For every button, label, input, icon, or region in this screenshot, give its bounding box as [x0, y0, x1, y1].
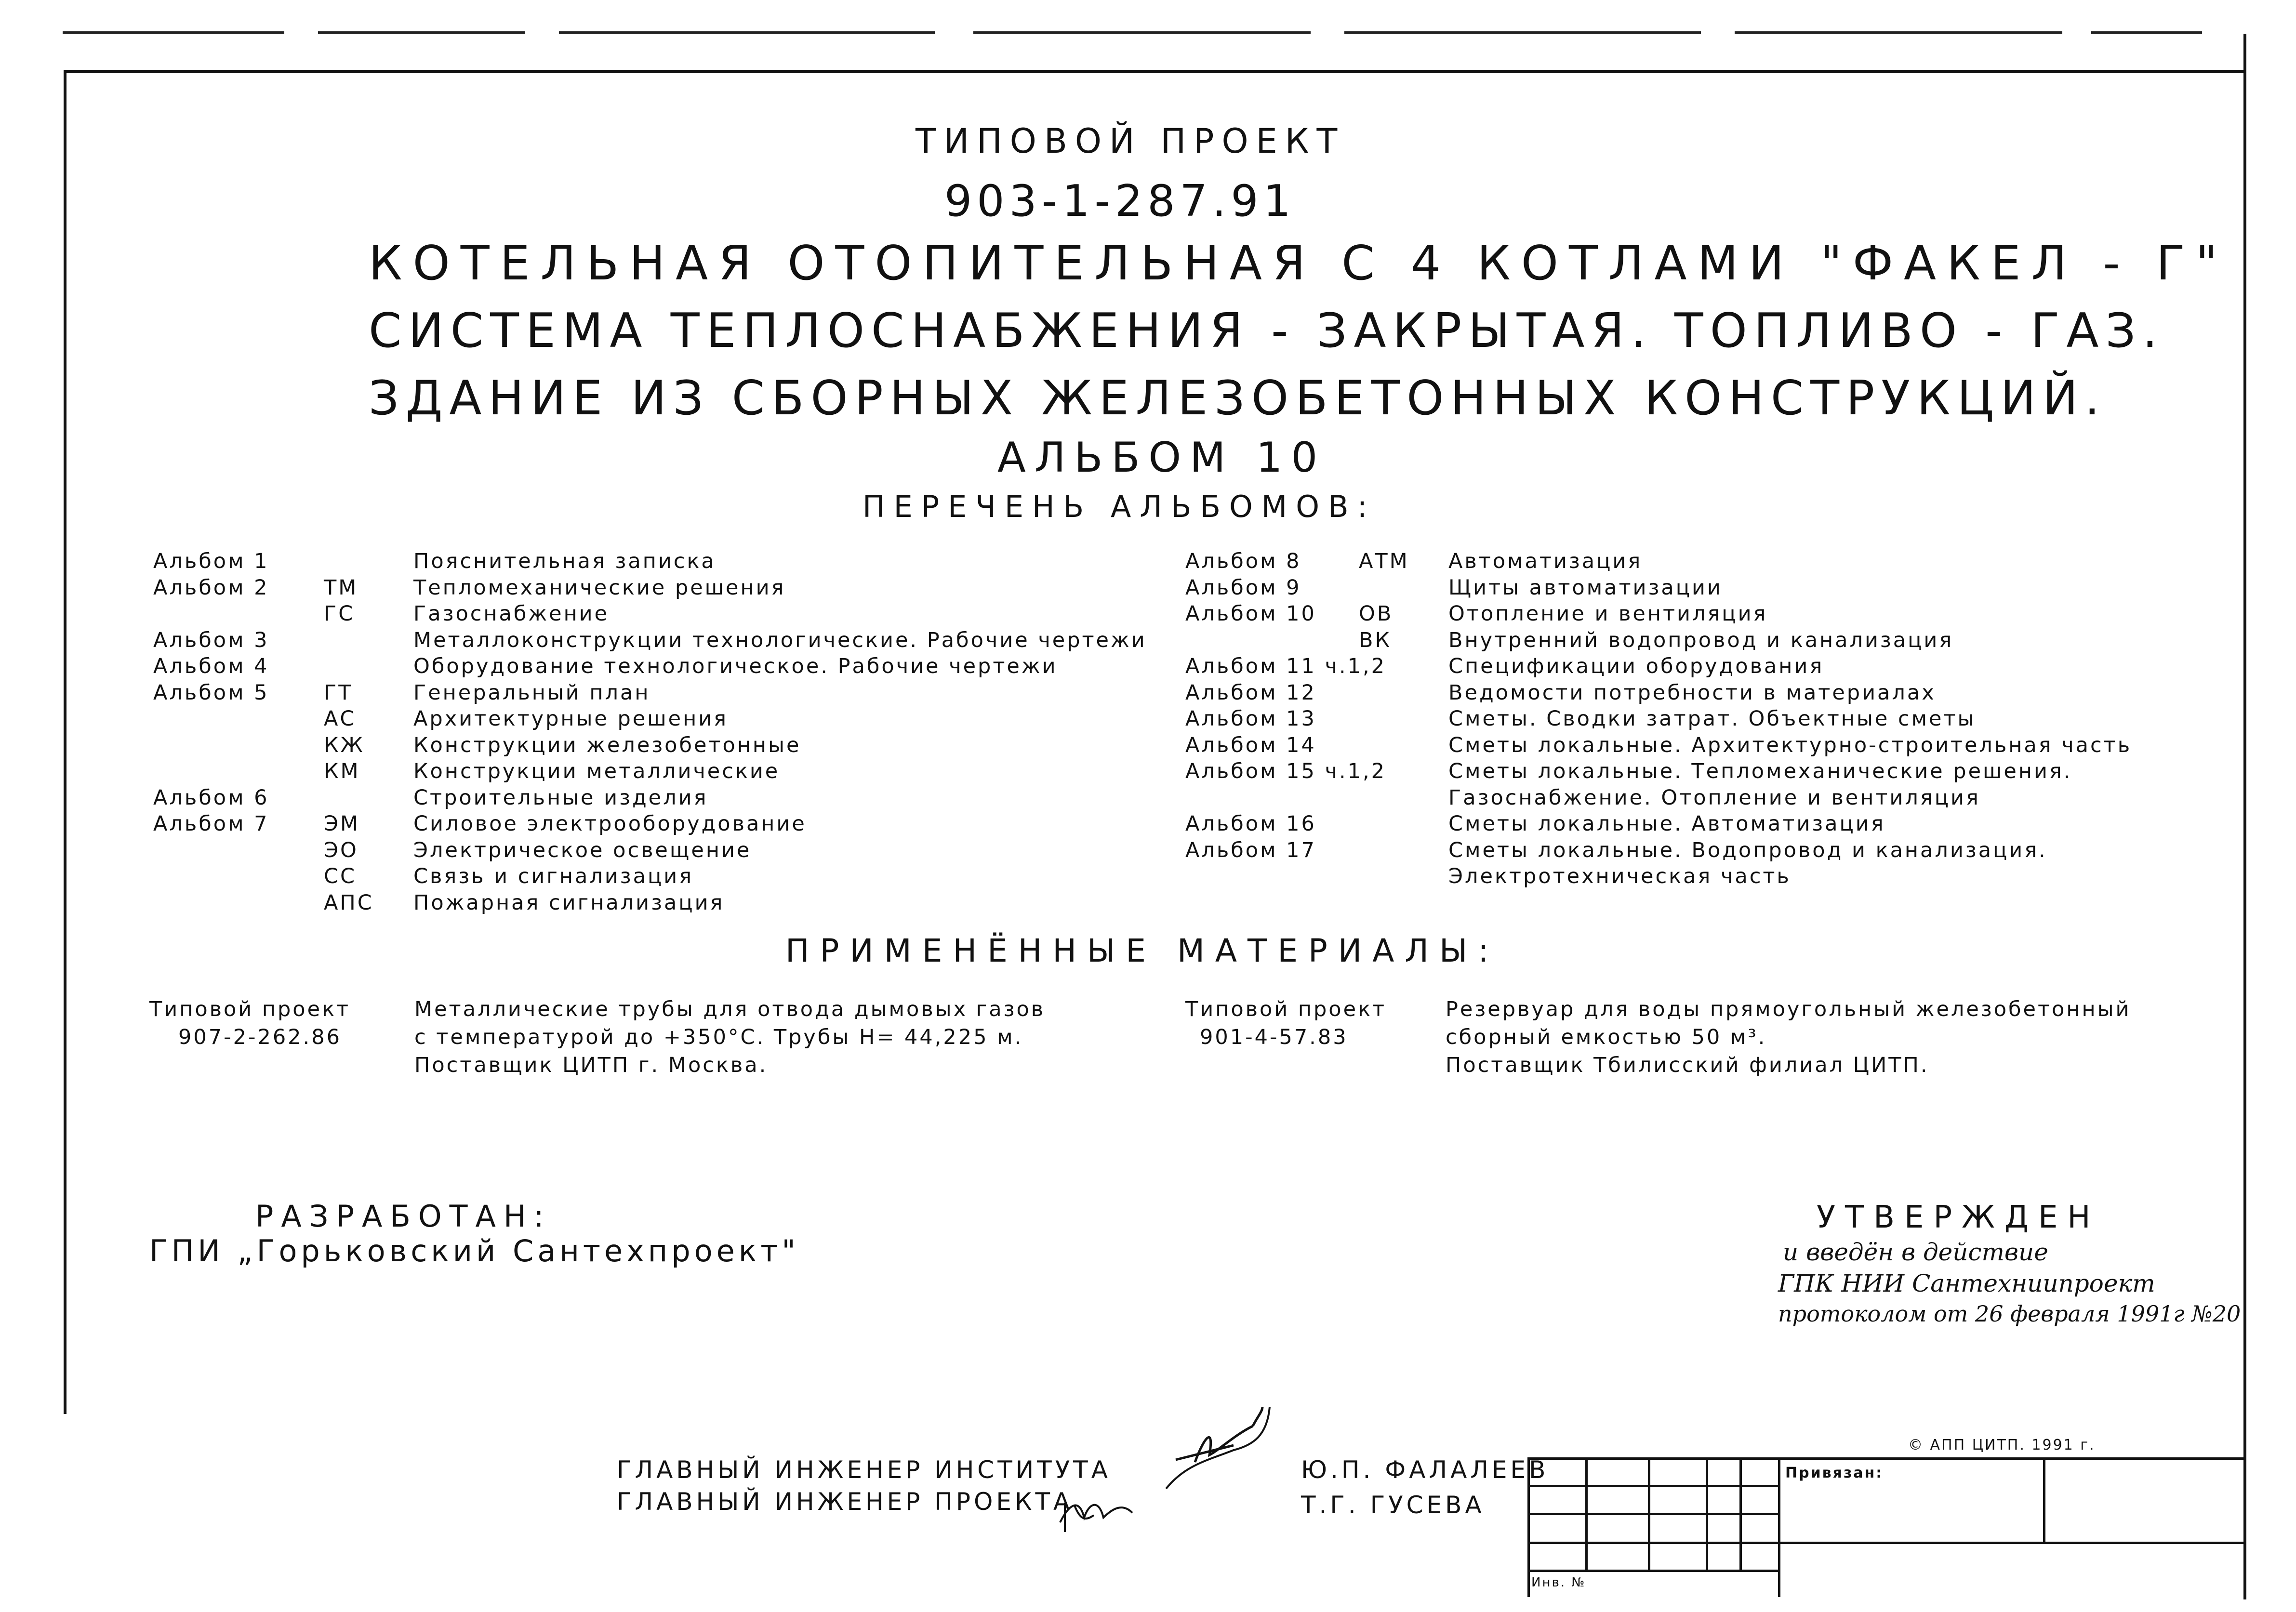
material-1-line-1: Металлические трубы для отвода дымовых газов [414, 997, 1046, 1021]
material-1-number: 907-2-262.86 [178, 1025, 342, 1049]
album-row-album: Альбом 5 [153, 680, 269, 705]
album-row-text: Конструкции железобетонные [413, 733, 801, 757]
stamp-bound-label: Привязан: [1785, 1465, 1884, 1481]
album-row-code: СС [324, 864, 357, 888]
album-row-code: АС [324, 707, 357, 731]
stamp-line [2043, 1457, 2045, 1542]
stamp-line [1527, 1542, 2245, 1544]
material-1-line-3: Поставщик ЦИТП г. Москва. [414, 1053, 768, 1077]
album-row-album: Альбом 9 [1185, 575, 1301, 600]
developed-heading: РАЗРАБОТАН: [255, 1199, 552, 1234]
album-row-code: ГТ [324, 680, 353, 705]
album-row-text: Пояснительная записка [413, 549, 716, 573]
stamp-line [1648, 1457, 1650, 1570]
top-dash [2091, 31, 2202, 34]
album-row-album: Альбом 2 [153, 575, 269, 600]
album-row-album: Альбом 3 [153, 628, 269, 652]
album-row-code: КЖ [324, 733, 365, 757]
stamp-line [1527, 1457, 1530, 1597]
album-row-album: Альбом 4 [153, 654, 269, 678]
album-row-code: ЭМ [324, 812, 360, 836]
album-row-text: Строительные изделия [413, 785, 708, 810]
top-dash [63, 31, 284, 34]
title-line-1: КОТЕЛЬНАЯ ОТОПИТЕЛЬНАЯ С 4 КОТЛАМИ "ФАКЕЛ - Г" [369, 236, 2228, 291]
album-row-text: Сметы локальные. Архитектурно-строительная часть [1448, 733, 2132, 757]
stamp-line [1706, 1457, 1708, 1570]
album-row-text: Электротехническая часть [1448, 864, 1791, 888]
top-dash [318, 31, 525, 34]
album-row-album: Альбом 7 [153, 812, 269, 836]
album-row-text: Сметы локальные. Тепломеханические решения. [1448, 759, 2072, 783]
album-row-text: Сметы локальные. Водопровод и канализация. [1448, 838, 2047, 862]
album-row-code: АТМ [1359, 549, 1409, 573]
album-row-text: Пожарная сигнализация [413, 890, 725, 915]
album-row-text: Щиты автоматизации [1448, 575, 1723, 600]
materials-heading: ПРИМЕНЁННЫЕ МАТЕРИАЛЫ: [785, 932, 1500, 969]
material-2-number: 901-4-57.83 [1200, 1025, 1348, 1049]
handwritten-signatures [1050, 1407, 1272, 1537]
role-chief-institute: ГЛАВНЫЙ ИНЖЕНЕР ИНСТИТУТА [617, 1456, 1111, 1484]
album-row-text: Внутренний водопровод и канализация [1448, 628, 1954, 652]
frame-left [64, 70, 66, 1414]
album-row-album: Альбом 14 [1185, 733, 1316, 757]
album-row-album: Альбом 6 [153, 785, 269, 810]
album-row-text: Конструкции металлические [413, 759, 780, 783]
album-row-album: Альбом 15 ч.1,2 [1185, 759, 1387, 783]
album-row-text: Тепломеханические решения [413, 575, 786, 600]
material-2-line-2: сборный емкостью 50 м³. [1446, 1025, 1767, 1049]
material-1-label: Типовой проект [149, 997, 351, 1021]
album-row-album: Альбом 1 [153, 549, 269, 573]
album-row-text: Ведомости потребности в материалах [1448, 680, 1936, 705]
approved-line-2: ГПК НИИ Сантехниипроект [1778, 1269, 2155, 1297]
top-dash [1344, 31, 1701, 34]
material-2-label: Типовой проект [1185, 997, 1387, 1021]
album-row-text: Отопление и вентиляция [1448, 602, 1768, 626]
album-row-text: Автоматизация [1448, 549, 1643, 573]
album-row-code: ВК [1359, 628, 1392, 652]
top-dash [973, 31, 1311, 34]
album-row-text: Сметы. Сводки затрат. Объектные сметы [1448, 707, 1976, 731]
developed-org: ГПИ „Горьковский Сантехпроект" [149, 1233, 799, 1268]
title-line-3: ЗДАНИЕ ИЗ СБОРНЫХ ЖЕЛЕЗОБЕТОННЫХ КОНСТРУКЦИЙ. [369, 371, 2107, 426]
frame-right [2243, 34, 2246, 1599]
role-chief-project: ГЛАВНЫЙ ИНЖЕНЕР ПРОЕКТА [617, 1488, 1074, 1516]
album-title: АЛЬБОМ 10 [997, 434, 1327, 482]
stamp-line [1585, 1457, 1588, 1570]
stamp-line [1778, 1457, 1780, 1597]
name-guseva: Т.Г. ГУСЕВА [1301, 1491, 1485, 1519]
material-1-line-2: с температурой до +350°С. Трубы Н= 44,225 м. [414, 1025, 1023, 1049]
approved-heading: УТВЕРЖДЕН [1817, 1200, 2100, 1235]
frame-top [64, 70, 2246, 73]
album-row-album: Альбом 11 ч.1,2 [1185, 654, 1387, 678]
copyright: © АПП ЦИТП. 1991 г. [1908, 1437, 2096, 1453]
album-row-text: Связь и сигнализация [413, 864, 694, 888]
stamp-line [1527, 1457, 2245, 1460]
project-label: ТИПОВОЙ ПРОЕКТ [916, 121, 1345, 161]
material-2-line-3: Поставщик Тбилисский филиал ЦИТП. [1446, 1053, 1929, 1077]
album-row-text: Газоснабжение. Отопление и вентиляция [1448, 785, 1980, 810]
album-row-text: Спецификации оборудования [1448, 654, 1824, 678]
album-row-text: Сметы локальные. Автоматизация [1448, 812, 1885, 836]
title-line-2: СИСТЕМА ТЕПЛОСНАБЖЕНИЯ - ЗАКРЫТАЯ. ТОПЛИВО - ГАЗ. [369, 304, 2164, 358]
album-row-code: ЭО [324, 838, 358, 862]
album-row-album: Альбом 10 [1185, 602, 1316, 626]
album-row-text: Электрическое освещение [413, 838, 752, 862]
name-falaleev: Ю.П. ФАЛАЛЕЕВ [1301, 1456, 1549, 1484]
approved-line-3: протоколом от 26 февраля 1991г №20 [1778, 1301, 2241, 1327]
album-row-code: ТМ [324, 575, 358, 600]
project-number: 903-1-287.91 [944, 176, 1296, 226]
album-row-album: Альбом 8 [1185, 549, 1301, 573]
album-row-code: АПС [324, 890, 374, 915]
approved-line-1: и введён в действие [1783, 1238, 2048, 1266]
list-heading: ПЕРЕЧЕНЬ АЛЬБОМОВ: [863, 489, 1376, 524]
album-row-text: Генеральный план [413, 680, 650, 705]
album-row-album: Альбом 16 [1185, 812, 1316, 836]
album-row-text: Металлоконструкции технологические. Рабочие чертежи [413, 628, 1147, 652]
album-row-text: Газоснабжение [413, 602, 610, 626]
album-row-album: Альбом 17 [1185, 838, 1316, 862]
album-row-album: Альбом 12 [1185, 680, 1316, 705]
album-row-code: ОВ [1359, 602, 1394, 626]
stamp-inv-label: Инв. № [1531, 1575, 1586, 1590]
album-row-album: Альбом 13 [1185, 707, 1316, 731]
album-row-code: КМ [324, 759, 360, 783]
stamp-line [1739, 1457, 1742, 1570]
top-dash [559, 31, 935, 34]
album-row-code: ГС [324, 602, 355, 626]
album-row-text: Оборудование технологическое. Рабочие чертежи [413, 654, 1058, 678]
top-dash [1735, 31, 2062, 34]
album-row-text: Архитектурные решения [413, 707, 729, 731]
stamp-line [1527, 1570, 1778, 1572]
album-row-text: Силовое электрооборудование [413, 812, 807, 836]
material-2-line-1: Резервуар для воды прямоугольный железобетонный [1446, 997, 2131, 1021]
